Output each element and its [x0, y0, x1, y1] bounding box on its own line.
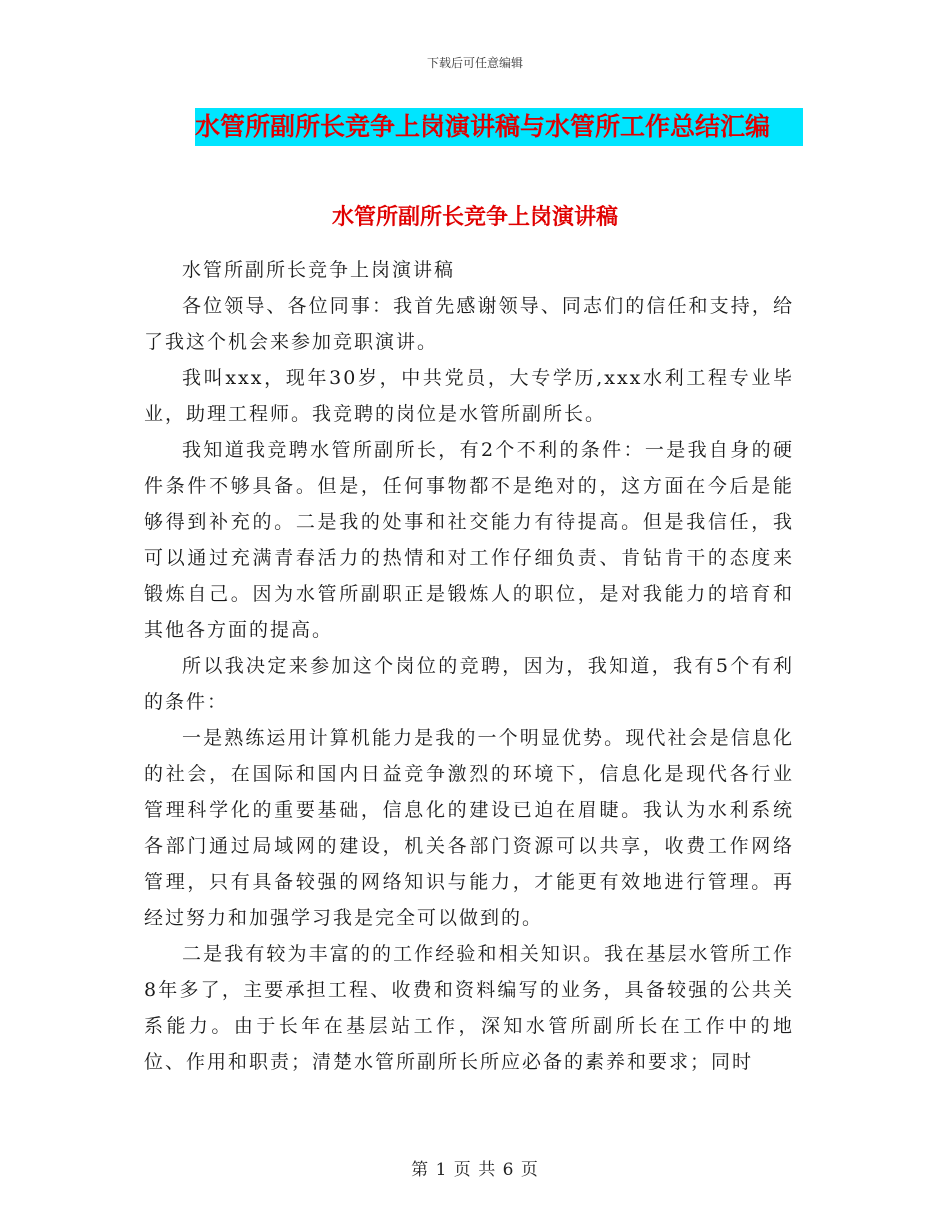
paragraph: 水管所副所长竞争上岗演讲稿: [182, 259, 456, 281]
paragraph: 所以我决定来参加这个岗位的竞聘，因为，我知道，我有5个有利的条件：: [144, 655, 794, 713]
paragraph: 二是我有较为丰富的的工作经验和相关知识。我在基层水管所工作8年多了，主要承担工程、收费和资料编写的业务，具备较强的公共关系能力。由于长年在基层站工作，深知水管所副所长在工作中的地位、作用和职责；清楚水管所副所长所应必备的素养和要求；同时: [144, 943, 794, 1073]
header-note: 下载后可任意编辑: [426, 56, 523, 70]
paragraph: 我知道我竞聘水管所副所长，有2个不利的条件：一是我自身的硬件条件不够具备。但是，任何事物都不是绝对的，这方面在今后是能够得到补充的。二是我的处事和社交能力有待提高。但是我信任，我可以通过充满青春活力的热情和对工作仔细负责、肯钻肯干的态度来锻炼自己。因为水管所副职正是锻炼人的职位，是对我能力的培育和其他各方面的提高。: [144, 439, 794, 641]
page-footer: 第 1 页 共 6 页: [411, 1160, 539, 1180]
paragraph: 各位领导、各位同事：我首先感谢领导、同志们的信任和支持，给了我这个机会来参加竞职演讲。: [144, 295, 794, 353]
document-body: [144, 252, 794, 1080]
paragraph: 我叫xxx，现年30岁，中共党员，大专学历,xxx水利工程专业毕业，助理工程师。我竞聘的岗位是水管所副所长。: [144, 367, 794, 425]
document-title: 水管所副所长竞争上岗演讲稿与水管所工作总结汇编: [195, 108, 803, 146]
section-title: 水管所副所长竞争上岗演讲稿: [331, 204, 618, 230]
paragraph: 一是熟练运用计算机能力是我的一个明显优势。现代社会是信息化的社会，在国际和国内日益竞争激烈的环境下，信息化是现代各行业管理科学化的重要基础，信息化的建设已迫在眉睫。我认为水利系统各部门通过局域网的建设，机关各部门资源可以共享，收费工作网络管理，只有具备较强的网络知识与能力，才能更有效地进行管理。再经过努力和加强学习我是完全可以做到的。: [144, 727, 794, 929]
